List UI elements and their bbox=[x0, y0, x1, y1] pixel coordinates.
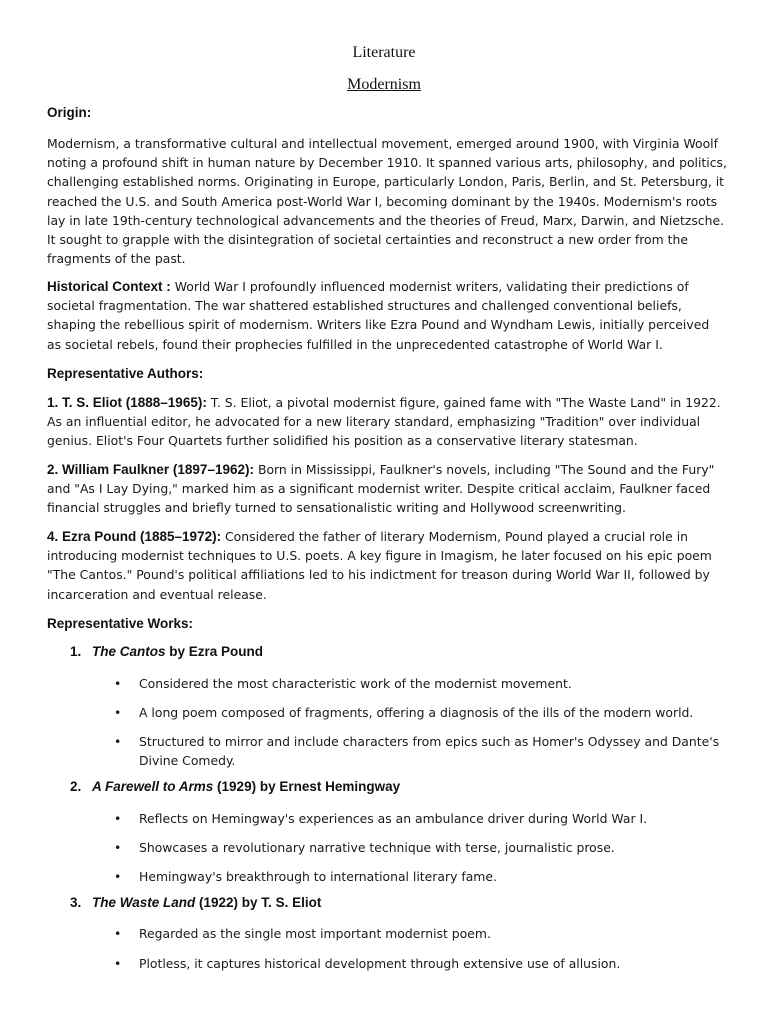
work-details: by Ezra Pound bbox=[165, 644, 264, 659]
bullet-icon: • bbox=[114, 840, 122, 855]
origin-heading: Origin: bbox=[47, 105, 92, 120]
authors-heading: Representative Authors: bbox=[47, 366, 204, 381]
works-heading: Representative Works: bbox=[47, 616, 194, 631]
work-title: The Waste Land bbox=[92, 895, 196, 910]
work-item-the-waste-land bbox=[70, 895, 321, 910]
historical-context-paragraph bbox=[47, 277, 727, 354]
list-item: • Plotless, it captures historical development through extensive use of allusion. bbox=[116, 954, 726, 973]
historical-context-heading: Historical Context : bbox=[47, 279, 171, 294]
work-item-a-farewell-to-arms bbox=[70, 779, 400, 794]
bullet-icon: • bbox=[114, 956, 122, 971]
author-text: Born in Mississippi, Faulkner's novels, including "The Sound and the Fury" and "As I Lay Dying," marked him as a significant modernist writer. Despite critical acclaim, Faulkner faced financial struggles and briefly turned to sensationalistic writing and Hollywood screenwriting. bbox=[47, 462, 715, 516]
work-title: The Cantos bbox=[92, 644, 166, 659]
list-item: • Regarded as the single most important modernist poem. bbox=[116, 924, 726, 943]
author-name: 2. William Faulkner (1897–1962): bbox=[47, 462, 254, 477]
work-title: A Farewell to Arms bbox=[92, 779, 214, 794]
historical-context-text: World War I profoundly influenced modernist writers, validating their predictions of societal fragmentation. The war shattered established structures and challenged conventional beliefs, shaping the rebellious spirit of modernism. Writers like Ezra Pound and Wyndham Lewis, initially perceived as societal rebels, found their prophecies fulfilled in the unprecedented catastrophe of World War I. bbox=[47, 279, 710, 352]
list-item: • Reflects on Hemingway's experiences as an ambulance driver during World War I. bbox=[116, 809, 726, 828]
bullet-icon: • bbox=[114, 705, 122, 720]
work-details: (1929) by Ernest Hemingway bbox=[213, 779, 401, 794]
work-number: 2. bbox=[70, 779, 82, 794]
bullet-icon: • bbox=[114, 869, 122, 884]
work-details: (1922) by T. S. Eliot bbox=[195, 895, 322, 910]
bullet-icon: • bbox=[114, 734, 122, 749]
work-number: 1. bbox=[70, 644, 82, 659]
author-entry-faulkner bbox=[47, 460, 727, 518]
document-title: Modernism bbox=[347, 76, 421, 93]
list-item: • A long poem composed of fragments, offering a diagnosis of the ills of the modern world. bbox=[116, 703, 726, 722]
author-entry-eliot bbox=[47, 393, 727, 451]
author-name: 4. Ezra Pound (1885–1972): bbox=[47, 529, 222, 544]
author-text: T. S. Eliot, a pivotal modernist figure, gained fame with "The Waste Land" in 1922. As an influential editor, he advocated for a new literary standard, emphasizing "Tradition" over individual genius. Eliot's Four Quartets further solidified his position as a conservative literary statesman. bbox=[47, 395, 721, 449]
list-item: • Showcases a revolutionary narrative technique with terse, journalistic prose. bbox=[116, 838, 726, 857]
work-item-the-cantos bbox=[70, 644, 263, 659]
document-subject: Literature bbox=[352, 44, 416, 61]
bullet-icon: • bbox=[114, 926, 122, 941]
list-item: • Considered the most characteristic work of the modernist movement. bbox=[116, 674, 726, 693]
author-text: Considered the father of literary Modernism, Pound played a crucial role in introducing modernist techniques to U.S. poets. A key figure in Imagism, he later focused on his epic poem "The Cantos." Pound's political affiliations led to his indictment for treason during World War II, followed by incarceration and eventual release. bbox=[47, 529, 712, 602]
author-name: 1. T. S. Eliot (1888–1965): bbox=[47, 395, 207, 410]
list-item: • Structured to mirror and include characters from epics such as Homer's Odyssey and Dante's Divine Comedy. bbox=[114, 734, 720, 769]
author-entry-pound bbox=[47, 527, 727, 604]
list-item: • Hemingway's breakthrough to international literary fame. bbox=[116, 867, 726, 886]
work-number: 3. bbox=[70, 895, 82, 910]
bullet-icon: • bbox=[114, 676, 122, 691]
bullet-icon: • bbox=[114, 811, 122, 826]
origin-paragraph: Modernism, a transformative cultural and intellectual movement, emerged around 1900, with Virginia Woolf noting a profound shift in human nature by December 1910. It spanned various arts, philosophy, and politics, challenging established norms. Originating in Europe, particularly London, Paris, Berlin, and St. Petersburg, it reached the U.S. and South America post-World War I, becoming dominant by the 1940s. Modernism's roots lay in late 19th-century technological advancements and the theories of Freud, Marx, Darwin, and Nietzsche. It sought to grapple with the disintegration of societal certainties and reconstruct a new order from the fragments of the past. bbox=[47, 136, 727, 267]
